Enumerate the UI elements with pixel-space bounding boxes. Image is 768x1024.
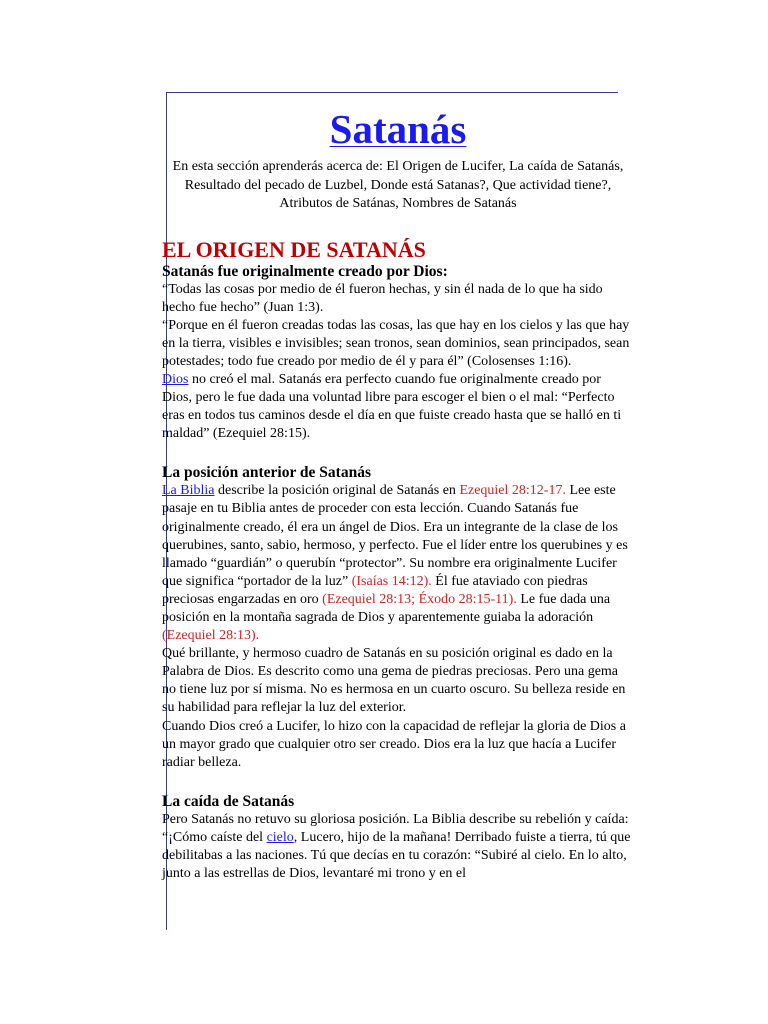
reference-ezekiel-28-13: (Ezequiel 28:13). — [162, 628, 260, 644]
paragraph-god-did-not-create-evil — [162, 371, 634, 443]
quote-text: “¡Cómo caíste del — [162, 829, 267, 845]
link-cielo[interactable]: cielo — [266, 829, 294, 845]
paragraph-text: Él fue ataviado con piedras preciosas engarzadas en oro — [162, 573, 588, 607]
quote-isaiah — [162, 829, 634, 883]
paragraph-brilliant-picture: Qué brillante, y hermoso cuadro de Satanás en su posición original es dado en la Palabra de Dios. Es descrito como una gema de piedras preciosas. Pero una gema no tiene luz por sí misma. No es hermosa en un cuarto oscuro. Su belleza reside en su habilidad para reflejar la luz del exterior. — [162, 646, 626, 716]
reference-ezekiel-exodus: (Ezequiel 28:13; Éxodo 28:15-11). — [322, 591, 517, 607]
document-page — [162, 104, 634, 883]
paragraph-created-lucifer: Cuando Dios creó a Lucifer, lo hizo con la capacidad de reflejar la gloria de Dios a un mayor grado que cualquier otro ser creado. Dios era la luz que hacía a Lucifer radiar belleza. — [162, 718, 626, 770]
paragraph-text: Lee este pasaje en tu Biblia antes de proceder con esta lección. Cuando Satanás fue originalmente creado, él era un ángel de Dios. Era un integrante de la clase de los querubines, santo, sabio, hermoso, y perfecto. Fue el líder entre los querubines y es llamado “guardián” o querubín “protector”. Su nombre era originalmente Lucifer que significa “portador de la luz” — [162, 483, 628, 589]
page-title — [162, 104, 634, 154]
paragraph-text: no creó el mal. Satanás era perfecto cuando fue originalmente creado por Dios, pero le fue dada una voluntad libre para escoger el bien o el mal: “Perfecto eras en todos tus caminos desde el día en que fuiste creado hasta que se halló en ti maldad” (Ezequiel 28:15). — [162, 371, 622, 442]
reference-isaiah-14-12: (Isaías 14:12). — [351, 573, 432, 589]
paragraph-text: describe la posición original de Satanás en — [214, 483, 460, 499]
section-heading-fall: La caída de Satanás — [162, 792, 295, 810]
reference-ezekiel-28-12: Ezequiel 28:12-17. — [459, 483, 566, 499]
section-heading-origin: EL ORIGEN DE SATANÁS — [162, 236, 426, 262]
quote-text: , Lucero, hijo de la mañana! Derribado fuiste a tierra, tú que debilitabas a las naciones. Tú que decías en tu corazón: “Subiré al cielo. En lo alto, junto a las estrellas de Dios, levantaré mi trono y en el — [162, 829, 631, 882]
intro-paragraph: En esta sección aprenderás acerca de: El Origen de Lucifer, La caída de Satanás, Resultado del pecado de Luzbel, Donde está Satanas?, Que actividad tiene?, Atributos de Satánas, Nombres de Satanás — [172, 159, 624, 211]
paragraph-fall-intro: Pero Satanás no retuvo su gloriosa posición. La Biblia describe su rebelión y caída: — [162, 811, 629, 827]
title-link[interactable]: Satanás — [329, 106, 467, 152]
link-la-biblia[interactable]: La Biblia — [162, 483, 215, 499]
link-dios[interactable]: Dios — [162, 371, 189, 387]
paragraph-text: Le fue dada una posición en la montaña sagrada de Dios y aparentemente guiaba la adoración — [162, 591, 611, 625]
paragraph-former-position — [162, 482, 634, 645]
quote-colossians: “Porque en él fueron creadas todas las cosas, las que hay en los cielos y las que hay en la tierra, visibles e invisibles; sean tronos, sean dominios, sean principados, sean potestades; todo fue creado por medio de él y para él” (Colosenses 1:16). — [162, 317, 630, 369]
quote-john: “Todas las cosas por medio de él fueron hechas, y sin él nada de lo que ha sido hecho fue hecho” (Juan 1:3). — [162, 281, 603, 315]
page-frame-top-border — [166, 92, 618, 93]
section-heading-former-position: La posición anterior de Satanás — [162, 464, 371, 482]
subheading-created-by-god: Satanás fue originalmente creado por Dios: — [162, 262, 448, 280]
